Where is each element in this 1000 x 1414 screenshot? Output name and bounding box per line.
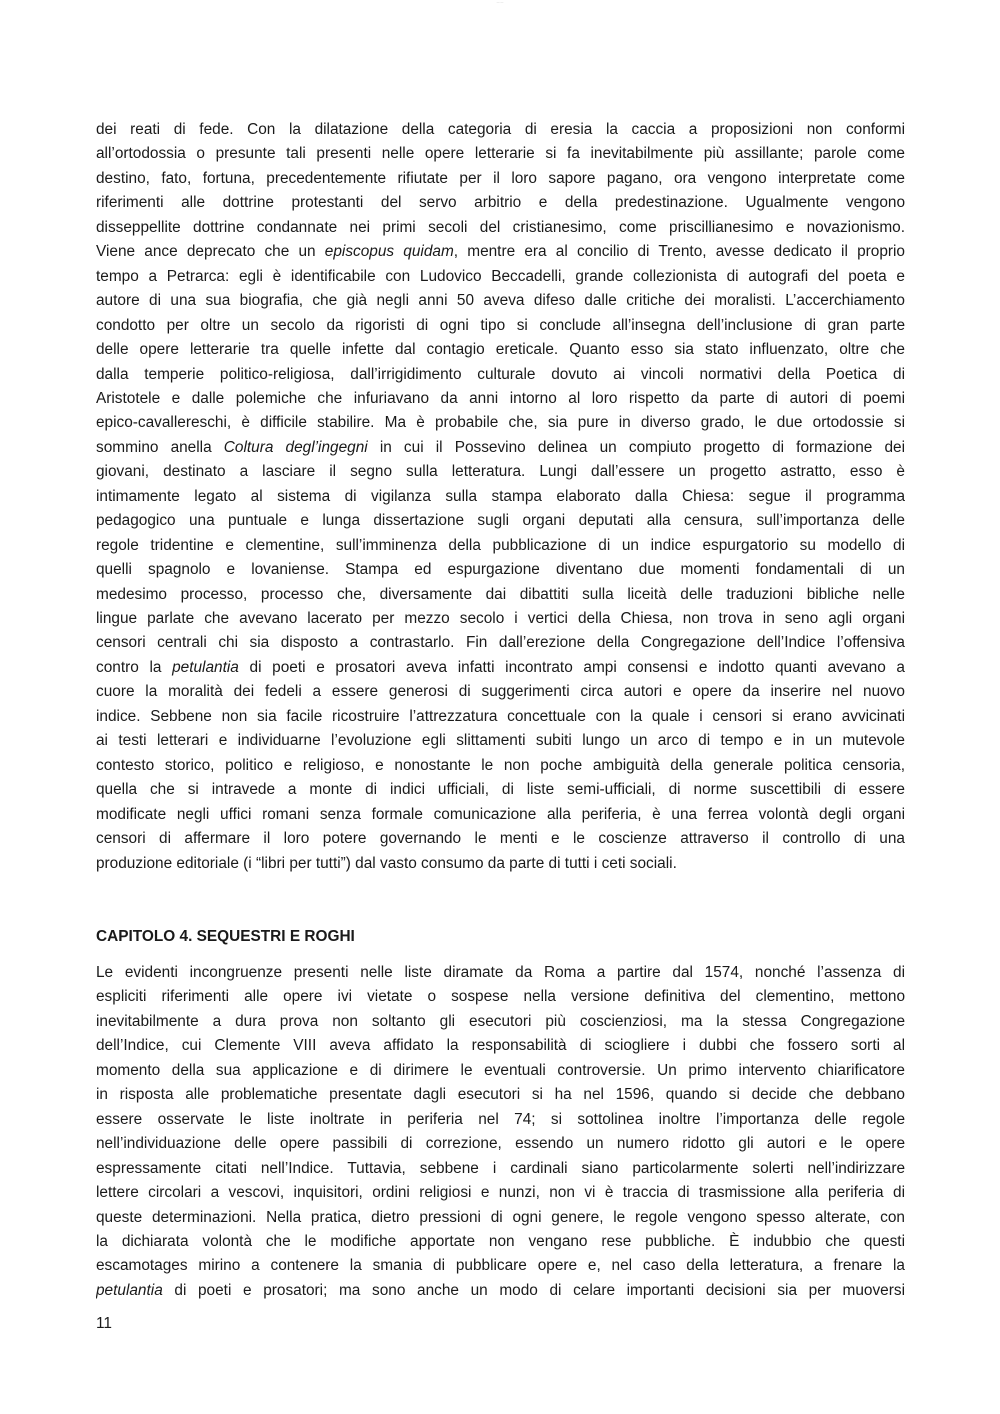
text-line: epico-cavallereschi, è difficile stabilire. Ma è probabile che, sia pure in diverso grado, le due ortodossie si (96, 414, 905, 432)
text-line: medesimo processo, processo che, diversamente dai dibattiti sulla liceità delle traduzioni bibliche nelle (96, 585, 905, 603)
text-line: espressamente citati nell’Indice. Tuttavia, sebbene i cardinali siano particolarmente solerti nell’indirizzare (96, 1159, 905, 1177)
text-line: espliciti riferimenti alle opere ivi vietate o sospese nella versione definitiva del clementino, mettono (96, 988, 905, 1006)
chapter-heading: CAPITOLO 4. SEQUESTRI E ROGHI (96, 928, 355, 945)
text-line: pedagogico una puntuale e lunga dissertazione sugli organi deputati alla censura, sull’importanza delle (96, 512, 905, 530)
text-line: destino, fato, fortuna, precedentemente rifiutate per il loro sapore pagano, ora vengono interpretate come (96, 169, 905, 187)
text-line: all’ortodossia o presunte tali presenti nelle opere letterarie si fa inevitabilmente più assillante; parole come (96, 145, 905, 163)
text-line: produzione editoriale (i “libri per tutti”) dal vasto consumo da parte di tutti i ceti sociali. (96, 854, 677, 872)
text-line: contro la petulantia di poeti e prosatori aveva infatti incontrato ampi consensi e indotto quanti avevano a (96, 658, 905, 676)
text-line: queste determinazioni. Nella pratica, dietro pressioni di ogni genere, le regole vengono spesso alterate, con (96, 1208, 905, 1226)
text-line: la dichiarata volontà che le modifiche apportate non vengano rese pubbliche. È indubbio che questi (96, 1232, 905, 1250)
page-number: 11 (96, 1315, 112, 1332)
text-line: momento della sua applicazione e di dirimere le eventuali controversie. Un primo intervento chiarificatore (96, 1061, 905, 1079)
header-mark: — — (496, 0, 504, 4)
text-line: nell’individuazione delle opere passibili di correzione, essendo un numero ridotto gli autori e le opere (96, 1135, 905, 1153)
text-line: tempo a Petrarca: egli è identificabile con Ludovico Beccadelli, grande collezionista di autografi del poeta e (96, 267, 905, 285)
text-line: autore di una sua biografia, che già negli anni 50 aveva difeso dalle critiche dei moralisti. L’accerchiamento (96, 292, 905, 310)
text-line: quella che si intravede a monte di indici ufficiali, di liste semi-ufficiali, di norme suscettibili di essere (96, 781, 905, 799)
text-line: dell’Indice, cui Clemente VIII aveva affidato la responsabilità di sciogliere i dubbi che fossero sorti al (96, 1037, 905, 1055)
text-line: lettere circolari a vescovi, inquisitori, ordini religiosi e nunzi, non vi è traccia di trasmissione alla periferia di (96, 1184, 905, 1202)
text-line: delle opere letterarie tra quelle infette dal contagio ereticale. Quanto esso sia stato influenzato, oltre che (96, 341, 905, 359)
text-line: inevitabilmente a dura prova non soltanto gli esecutori più coscienziosi, ma la stessa Congregazione (96, 1012, 905, 1030)
text-line: sommino anella Coltura degl’ingegni in cui il Possevino delinea un compiuto progetto di formazione dei (96, 438, 905, 456)
text-line: petulantia di poeti e prosatori; ma sono anche un modo di celare importanti decisioni sia per muoversi (96, 1281, 905, 1299)
text-line: condotto per oltre un secolo da rigoristi di ogni tipo si conclude all’insegna dell’inclusione di gran parte (96, 316, 905, 334)
italic-term: Coltura degl’ingegni (223, 438, 368, 456)
text-line: modificate negli uffici romani senza formale comunicazione alla periferia, è una ferrea volontà degli organi (96, 805, 905, 823)
text-line: disseppellite dottrine condannate nei primi secoli del cristianesimo, come priscillianesimo e novazionismo. (96, 218, 905, 236)
text-line: censori centrali chi sia disposto a contrastarlo. Fin dall’erezione della Congregazione dell’Indice l’offensiva (96, 634, 905, 652)
text-line: riferimenti alle dottrine protestanti del servo arbitrio e della predestinazione. Ugualmente vengono (96, 194, 905, 212)
text-line: Viene ance deprecato che un episcopus quidam, mentre era al concilio di Trento, avesse dedicato il proprio (96, 243, 905, 261)
text-line: cuore la moralità dei fedeli a essere generosi di suggerimenti circa autori e opere da inserire nel nuovo (96, 683, 905, 701)
italic-term: petulantia (172, 658, 239, 676)
italic-term: episcopus quidam (324, 243, 454, 261)
text-line: escamotages mirino a contenere la smania di pubblicare opere e, nel caso della letteratura, a frenare la (96, 1257, 905, 1275)
text-line: dalla temperie politico-religiosa, dall’irrigidimento culturale dovuto ai vincoli normativi della Poetica di (96, 365, 905, 383)
text-line: giovani, destinato a lasciare il segno sulla letteratura. Lungi dall’essere un progetto astratto, esso è (96, 463, 905, 481)
text-line: quelli spagnolo e lovaniense. Stampa ed espurgazione diventano due momenti fondamentali di un (96, 561, 905, 579)
text-line: in risposta alle problematiche presentate dagli esecutori si ha nel 1596, quando si decide che debbano (96, 1086, 905, 1104)
italic-term: petulantia (96, 1281, 163, 1299)
text-line: intimamente legato al sistema di vigilanza sulla stampa elaborato dalla Chiesa: segue il programma (96, 487, 905, 505)
text-line: ai testi letterari e individuarne l’evoluzione egli slittamenti subiti lungo un arco di tempo e in un mutevole (96, 732, 905, 750)
text-line: dei reati di fede. Con la dilatazione della categoria di eresia la caccia a proposizioni non conformi (96, 121, 905, 138)
text-line: essere osservate le liste inoltrate in periferia nel 74; si sottolinea inoltre l’importanza delle regole (96, 1110, 905, 1128)
text-line: indice. Sebbene non sia facile ricostruire l’attrezzatura concettuale con la quale i censori si erano avvicinati (96, 707, 905, 725)
text-line: Aristotele e dalle polemiche che infuriavano da anni intorno al loro rispetto da parte di autori di poemi (96, 389, 905, 407)
text-line: lingue parlate che avevano lacerato per mezzo secolo i vertici della Chiesa, non trova in seno agli organi (96, 610, 905, 627)
text-line: Le evidenti incongruenze presenti nelle liste diramate da Roma a partire dal 1574, nonché l’assenza di (96, 964, 905, 981)
text-line: regole tridentine e clementine, sull’imminenza della pubblicazione di un indice espurgatorio su modello di (96, 536, 905, 554)
text-line: contesto storico, politico e religioso, e nonostante le non poche ambiguità della generale politica censoria, (96, 756, 905, 774)
text-line: censori di affermare il loro potere governando le menti e le coscienze attraverso il controllo di una (96, 830, 905, 848)
